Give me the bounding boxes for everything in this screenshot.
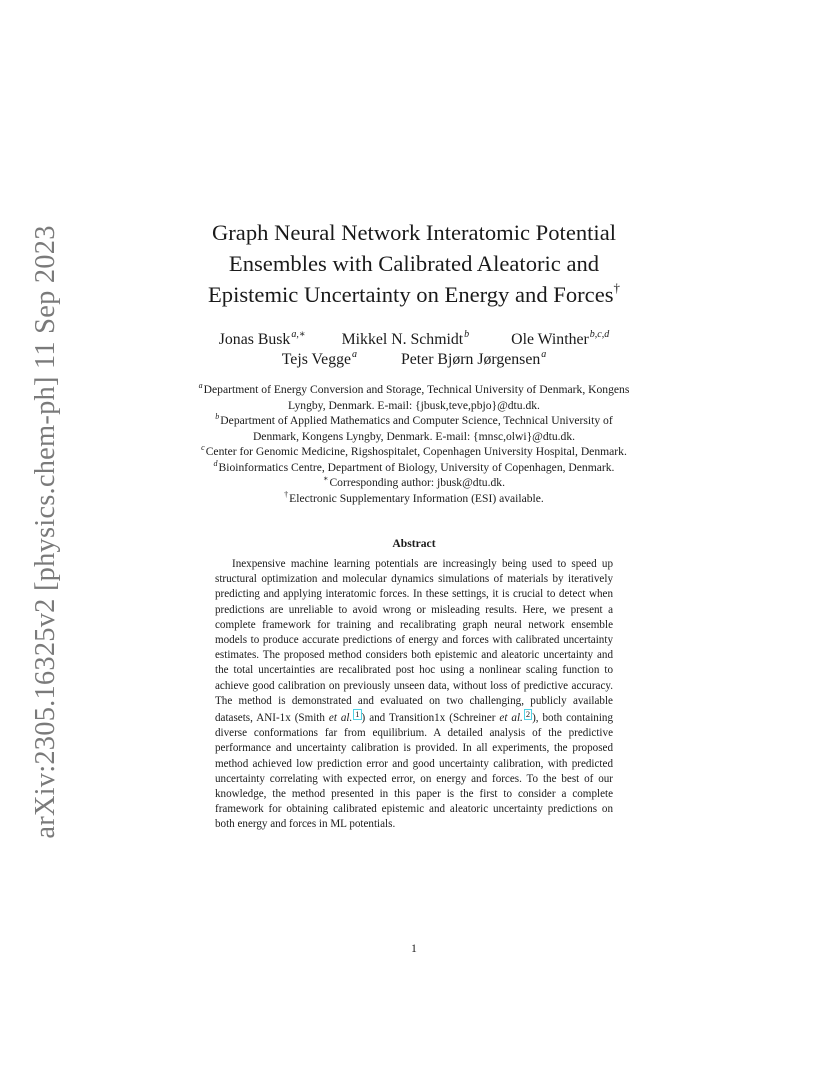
esi-text: Electronic Supplementary Information (ESI) available.: [289, 491, 544, 505]
abstract-text: [215, 557, 613, 833]
paper-title: [150, 217, 678, 310]
affiliation-b-line-1: [150, 413, 678, 429]
author-affiliation-mark: b,c,d: [589, 329, 610, 340]
author-name: Jonas Busk: [218, 331, 291, 348]
esi-mark: †: [284, 489, 289, 499]
abstract-part: Inexpensive machine learning potentials are increasingly being used to speed up structural optimization and molecular dynamics simulations of materials by iteratively predicting and applying interatomic forces. In these settings, it is crucial to detect when predictions are unreliable to avoid wrong or misleading results. Here, we present a complete framework for training and recalibrating graph neural network ensemble models to produce accurate predictions of energy and forces with calibrated uncertainty estimates. The proposed method considers both epistemic and aleatoric uncertainty and the total uncertainties are recalibrated post hoc using a nonlinear scaling function to achieve good calibration on previously unseen data, without loss of predictive accuracy. The method is demonstrated and evaluated on two challenging, publicly available datasets, ANI-1x (Smith: [215, 558, 613, 725]
affiliation-a-line-2: Lyngby, Denmark. E-mail: {jbusk,teve,pbjo}@dtu.dk.: [288, 398, 540, 412]
et-al: et al.: [499, 712, 523, 725]
author-affiliation-mark: a: [352, 349, 357, 360]
citation-link[interactable]: 2: [525, 709, 531, 720]
title-line-3: [150, 279, 678, 310]
affiliation-b-line-2: Denmark, Kongens Lyngby, Denmark. E-mail: {mnsc,olwi}@dtu.dk.: [252, 429, 576, 443]
author-name: Mikkel N. Schmidt: [341, 331, 464, 348]
author-affiliation-mark: b: [464, 329, 470, 340]
abstract-heading: Abstract: [392, 537, 436, 550]
corresponding-author: [150, 475, 678, 491]
affiliation-text: Department of Energy Conversion and Storage, Technical University of Denmark, Kongens: [203, 383, 630, 396]
affiliation-c: [150, 444, 678, 460]
affiliation-text: Department of Applied Mathematics and Computer Science, Technical University of: [220, 414, 613, 427]
author-name: Ole Winther: [511, 331, 589, 348]
title-line-1: Graph Neural Network Interatomic Potential: [211, 220, 617, 245]
affiliation-d: [150, 460, 678, 476]
corresponding-mark: ∗: [323, 474, 329, 483]
author-row: [150, 330, 678, 350]
arxiv-identifier: arXiv:2305.16325v2 [physics.chem-ph] 11 Sep 2023: [30, 225, 61, 839]
author-list: [150, 330, 678, 370]
page-number: 1: [411, 941, 417, 955]
affiliation-text: Bioinformatics Centre, Department of Biology, University of Copenhagen, Denmark.: [218, 460, 615, 474]
affiliation-mark: d: [213, 458, 218, 468]
corresponding-text: Corresponding author: jbusk@dtu.dk.: [329, 476, 505, 489]
author-row: [150, 350, 678, 370]
title-line-2: Ensembles with Calibrated Aleatoric and: [228, 251, 600, 276]
author: [401, 350, 546, 370]
title-line-3-text: Epistemic Uncertainty on Energy and Forces: [207, 282, 614, 307]
author-name: Tejs Vegge: [281, 351, 351, 368]
author-name: Peter Bjørn Jørgensen: [401, 351, 541, 368]
affiliation-mark: b: [215, 412, 220, 421]
abstract-part: ), both containing diverse conformations far from equilibrium. A detailed analysis of the predictive performance and uncertainty calibration is provided. In all experiments, the proposed method achieved low prediction error and good uncertainty calibration, with predicted uncertainty correlating with expected error, on energy and forces. To the best of our knowledge, the method presented in this paper is the first to consider a complete framework for obtaining calibrated epistemic and aleatoric uncertainty predictions on both energy and forces in ML potentials.: [215, 712, 614, 831]
esi-note: [150, 491, 678, 507]
affiliation-mark: a: [198, 381, 203, 390]
affiliation-text: Center for Genomic Medicine, Rigshospitalet, Copenhagen University Hospital, Denmark.: [205, 445, 627, 458]
citation-link[interactable]: 1: [355, 709, 360, 720]
author-affiliation-mark: a,∗: [291, 329, 306, 340]
affiliation-a-line-1: [150, 382, 678, 398]
et-al: et al.: [328, 712, 353, 725]
affiliations: [150, 382, 678, 506]
author: [219, 330, 306, 350]
affiliation-mark: c: [201, 443, 205, 452]
author: [282, 350, 357, 370]
title-dagger-mark[interactable]: †: [613, 280, 621, 295]
author: [511, 330, 609, 350]
abstract-part: ) and Transition1x (Schreiner: [361, 712, 500, 725]
author-affiliation-mark: a: [541, 349, 547, 360]
author: [342, 330, 470, 350]
